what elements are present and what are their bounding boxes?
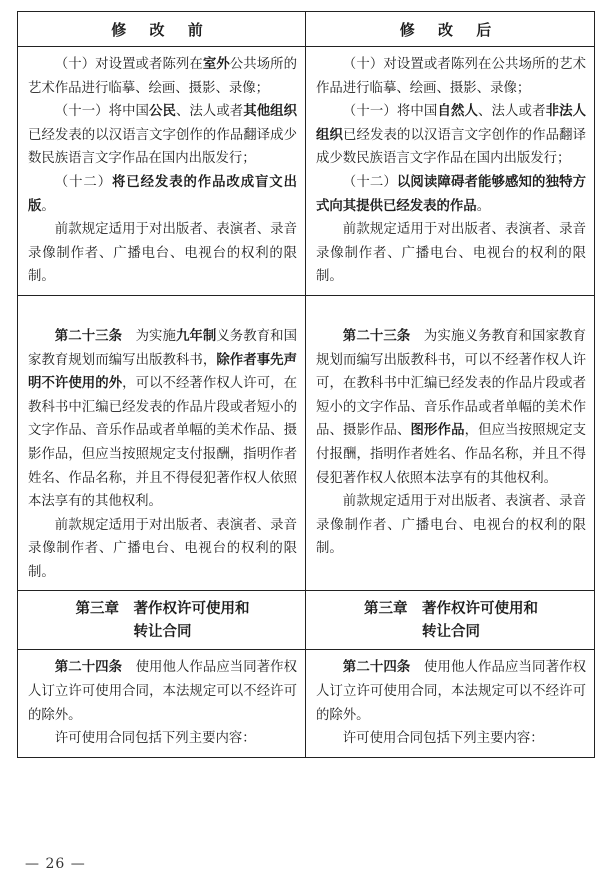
header-before: 修 改 前: [18, 12, 306, 46]
table-row: [18, 295, 594, 591]
paragraph: 许可使用合同包括下列主要内容：: [54, 731, 256, 747]
before-cell: [18, 47, 306, 295]
table-row: [18, 46, 594, 295]
chapter-title: 第三章 著作权许可使用和 转让合同: [364, 600, 538, 641]
paragraph: 许可使用合同包括下列主要内容：: [342, 731, 544, 747]
paragraph: （十一）将中国自然人、法人或者非法人组织已经发表的以汉语言文字创作的作品翻译成少数民族语言文字作品在国内出版发行；: [316, 103, 587, 167]
paragraph: （十）对设置或者陈列在室外公共场所的艺术作品进行临摹、绘画、摄影、录像；: [28, 56, 298, 96]
after-cell: [306, 47, 594, 295]
paragraph: 第二十三条 为实施九年制义务教育和国家教育规划而编写出版教科书，除作者事先声明不许使用的外，可以不经著作权人许可，在教科书中汇编已经发表的作品片段或者短小的文字作品、音乐作品或者单幅的美术作品、摄影作品，但应当按照规定支付报酬，指明作者姓名、作品名称，并且不得侵犯著作权人依照本法享有的其他权利。: [28, 327, 298, 510]
chapter-title: 第三章 著作权许可使用和 转让合同: [75, 600, 250, 641]
paragraph: （十二）将已经发表的作品改成盲文出版。: [28, 173, 297, 214]
after-cell: [306, 650, 594, 756]
before-cell: [18, 650, 306, 756]
paragraph: 第二十四条 使用他人作品应当同著作权人订立许可使用合同，本法规定可以不经许可的除外。: [316, 659, 587, 723]
paragraph: 第二十四条 使用他人作品应当同著作权人订立许可使用合同，本法规定可以不经许可的除外。: [28, 659, 298, 723]
paragraph: （十二）以阅读障碍者能够感知的独特方式向其提供已经发表的作品。: [316, 173, 587, 214]
paragraph: （十一）将中国公民、法人或者其他组织已经发表的以汉语言文字创作的作品翻译成少数民族语言文字作品在国内出版发行；: [28, 103, 298, 167]
table-row: [18, 590, 594, 649]
paragraph: 前款规定适用于对出版者、表演者、录音录像制作者、广播电台、电视台的权利的限制。: [28, 222, 297, 285]
after-cell: [306, 296, 594, 591]
paragraph: 前款规定适用于对出版者、表演者、录音录像制作者、广播电台、电视台的权利的限制。: [316, 222, 586, 285]
paragraph: （十）对设置或者陈列在公共场所的艺术作品进行临摹、绘画、摄影、录像；: [316, 57, 586, 96]
before-cell: [18, 591, 306, 649]
before-cell: [18, 296, 306, 591]
paragraph: 前款规定适用于对出版者、表演者、录音录像制作者、广播电台、电视台的权利的限制。: [316, 494, 586, 557]
after-cell: [306, 591, 594, 649]
paragraph: 前款规定适用于对出版者、表演者、录音录像制作者、广播电台、电视台的权利的限制。: [28, 517, 297, 580]
header-after: 修 改 后: [399, 21, 501, 39]
table-row: [18, 649, 594, 756]
paragraph: 第二十三条 为实施义务教育和国家教育规划而编写出版教科书，可以不经著作权人许可，在教科书中汇编已经发表的作品片段或者短小的文字作品、音乐作品或者单幅的美术作品、摄影作品、图形作品，但应当按照规定支付报酬，指明作者姓名、作品名称，并且不得侵犯著作权人依照本法享有的其他权利。: [316, 327, 587, 486]
comparison-table: [17, 11, 595, 758]
page-number: — 26 —: [25, 856, 86, 872]
table-header-row: [18, 12, 594, 46]
